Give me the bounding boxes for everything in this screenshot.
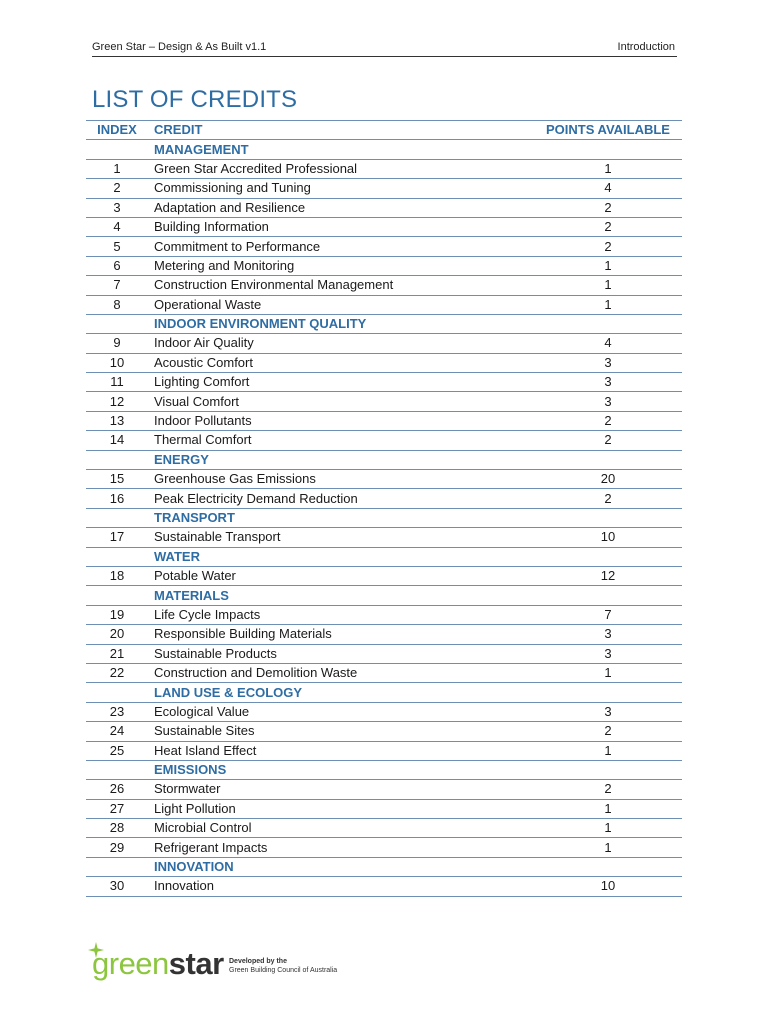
credit-points: 2 [534, 198, 682, 217]
table-header-row [86, 121, 682, 140]
credit-index: 20 [86, 625, 148, 644]
category-points-cell [534, 547, 682, 566]
credit-row [86, 838, 682, 857]
credit-index: 18 [86, 566, 148, 585]
section-name: Introduction [617, 41, 675, 53]
credit-row [86, 702, 682, 721]
credit-index: 9 [86, 334, 148, 353]
credit-row [86, 741, 682, 760]
category-index-cell [86, 683, 148, 702]
credit-points: 3 [534, 392, 682, 411]
credit-row [86, 431, 682, 450]
category-label: INNOVATION [148, 857, 534, 876]
credit-row [86, 237, 682, 256]
credit-index: 15 [86, 470, 148, 489]
credit-index: 7 [86, 276, 148, 295]
credit-points: 2 [534, 780, 682, 799]
credit-index: 30 [86, 877, 148, 896]
credit-index: 8 [86, 295, 148, 314]
category-label: EMISSIONS [148, 760, 534, 779]
credit-points: 10 [534, 877, 682, 896]
category-label: TRANSPORT [148, 508, 534, 527]
credit-row [86, 179, 682, 198]
credit-index: 10 [86, 353, 148, 372]
greenstar-logo [92, 946, 362, 986]
credits-table-body [86, 140, 682, 896]
category-points-cell [534, 314, 682, 333]
credit-points: 7 [534, 605, 682, 624]
credit-row [86, 159, 682, 178]
credit-name: Light Pollution [148, 799, 534, 818]
category-row [86, 586, 682, 605]
credit-index: 21 [86, 644, 148, 663]
credit-row [86, 411, 682, 430]
category-label: MATERIALS [148, 586, 534, 605]
category-label: WATER [148, 547, 534, 566]
credit-row [86, 644, 682, 663]
credit-row [86, 528, 682, 547]
credit-index: 23 [86, 702, 148, 721]
credit-row [86, 722, 682, 741]
credit-name: Refrigerant Impacts [148, 838, 534, 857]
category-label: MANAGEMENT [148, 140, 534, 159]
credit-points: 1 [534, 819, 682, 838]
credit-points: 20 [534, 470, 682, 489]
credit-index: 3 [86, 198, 148, 217]
credit-name: Peak Electricity Demand Reduction [148, 489, 534, 508]
credit-name: Sustainable Transport [148, 528, 534, 547]
credit-index: 29 [86, 838, 148, 857]
category-label: INDOOR ENVIRONMENT QUALITY [148, 314, 534, 333]
credit-row [86, 819, 682, 838]
category-points-cell [534, 586, 682, 605]
logo-wordmark [92, 946, 224, 982]
developed-by-label: Developed by the [229, 958, 287, 965]
credit-index: 17 [86, 528, 148, 547]
credit-points: 12 [534, 566, 682, 585]
category-points-cell [534, 450, 682, 469]
credit-index: 4 [86, 217, 148, 236]
category-index-cell [86, 586, 148, 605]
credit-name: Greenhouse Gas Emissions [148, 470, 534, 489]
credit-name: Building Information [148, 217, 534, 236]
credit-points: 4 [534, 334, 682, 353]
category-index-cell [86, 450, 148, 469]
credit-name: Potable Water [148, 566, 534, 585]
credit-index: 24 [86, 722, 148, 741]
credit-name: Lighting Comfort [148, 373, 534, 392]
credit-index: 25 [86, 741, 148, 760]
category-row [86, 857, 682, 876]
credit-row [86, 392, 682, 411]
category-row [86, 314, 682, 333]
credit-row [86, 334, 682, 353]
credit-points: 4 [534, 179, 682, 198]
credit-points: 1 [534, 256, 682, 275]
category-points-cell [534, 508, 682, 527]
credit-index: 5 [86, 237, 148, 256]
category-label: LAND USE & ECOLOGY [148, 683, 534, 702]
logo-text-green: green [92, 946, 169, 981]
column-header-credit: CREDIT [148, 121, 534, 140]
credit-points: 1 [534, 295, 682, 314]
credit-points: 3 [534, 702, 682, 721]
credit-row [86, 217, 682, 236]
credit-index: 6 [86, 256, 148, 275]
credit-name: Metering and Monitoring [148, 256, 534, 275]
category-row [86, 760, 682, 779]
credit-points: 2 [534, 431, 682, 450]
credit-index: 11 [86, 373, 148, 392]
credit-row [86, 605, 682, 624]
credit-name: Heat Island Effect [148, 741, 534, 760]
credit-name: Commitment to Performance [148, 237, 534, 256]
organisation-name: Green Building Council of Australia [229, 967, 338, 974]
category-points-cell [534, 683, 682, 702]
credit-name: Construction Environmental Management [148, 276, 534, 295]
credit-name: Adaptation and Resilience [148, 198, 534, 217]
credit-index: 14 [86, 431, 148, 450]
category-row [86, 508, 682, 527]
credit-name: Green Star Accredited Professional [148, 159, 534, 178]
credit-index: 26 [86, 780, 148, 799]
credit-points: 2 [534, 411, 682, 430]
category-points-cell [534, 760, 682, 779]
credit-points: 3 [534, 373, 682, 392]
credit-row [86, 198, 682, 217]
category-points-cell [534, 140, 682, 159]
category-index-cell [86, 760, 148, 779]
credit-name: Sustainable Sites [148, 722, 534, 741]
category-index-cell [86, 547, 148, 566]
page-title: LIST OF CREDITS [92, 86, 298, 113]
credit-index: 28 [86, 819, 148, 838]
credit-row [86, 295, 682, 314]
credit-points: 1 [534, 663, 682, 682]
credit-row [86, 799, 682, 818]
category-index-cell [86, 508, 148, 527]
credit-points: 2 [534, 489, 682, 508]
credit-name: Visual Comfort [148, 392, 534, 411]
credit-row [86, 566, 682, 585]
credit-row [86, 489, 682, 508]
credit-index: 22 [86, 663, 148, 682]
category-index-cell [86, 314, 148, 333]
credit-points: 1 [534, 741, 682, 760]
category-row [86, 683, 682, 702]
credit-points: 3 [534, 353, 682, 372]
credit-index: 27 [86, 799, 148, 818]
credit-name: Ecological Value [148, 702, 534, 721]
credit-index: 1 [86, 159, 148, 178]
credit-index: 19 [86, 605, 148, 624]
credits-table [86, 120, 682, 897]
credit-name: Commissioning and Tuning [148, 179, 534, 198]
credit-name: Responsible Building Materials [148, 625, 534, 644]
credit-name: Stormwater [148, 780, 534, 799]
credit-points: 1 [534, 838, 682, 857]
column-header-index: INDEX [86, 121, 148, 140]
credit-name: Indoor Air Quality [148, 334, 534, 353]
credit-index: 2 [86, 179, 148, 198]
credit-name: Indoor Pollutants [148, 411, 534, 430]
credit-name: Operational Waste [148, 295, 534, 314]
credit-points: 2 [534, 237, 682, 256]
credit-row [86, 276, 682, 295]
column-header-points: POINTS AVAILABLE [534, 121, 682, 140]
credit-row [86, 877, 682, 896]
credit-points: 1 [534, 159, 682, 178]
credit-name: Innovation [148, 877, 534, 896]
credit-name: Thermal Comfort [148, 431, 534, 450]
category-index-cell [86, 140, 148, 159]
category-points-cell [534, 857, 682, 876]
credit-name: Sustainable Products [148, 644, 534, 663]
credit-points: 1 [534, 799, 682, 818]
category-row [86, 450, 682, 469]
credit-points: 1 [534, 276, 682, 295]
credit-points: 3 [534, 644, 682, 663]
credit-points: 10 [534, 528, 682, 547]
category-index-cell [86, 857, 148, 876]
credit-row [86, 373, 682, 392]
category-row [86, 547, 682, 566]
credit-name: Construction and Demolition Waste [148, 663, 534, 682]
document-title: Green Star – Design & As Built v1.1 [92, 41, 267, 53]
credit-row [86, 256, 682, 275]
page-header [92, 40, 677, 57]
category-label: ENERGY [148, 450, 534, 469]
logo-text-star: star [168, 946, 224, 981]
credit-index: 13 [86, 411, 148, 430]
credit-row [86, 470, 682, 489]
credit-row [86, 663, 682, 682]
credit-points: 2 [534, 217, 682, 236]
credit-name: Microbial Control [148, 819, 534, 838]
credit-points: 3 [534, 625, 682, 644]
credit-name: Life Cycle Impacts [148, 605, 534, 624]
credit-index: 16 [86, 489, 148, 508]
credit-name: Acoustic Comfort [148, 353, 534, 372]
credit-row [86, 625, 682, 644]
credit-row [86, 353, 682, 372]
credit-row [86, 780, 682, 799]
credit-points: 2 [534, 722, 682, 741]
category-row [86, 140, 682, 159]
credit-index: 12 [86, 392, 148, 411]
